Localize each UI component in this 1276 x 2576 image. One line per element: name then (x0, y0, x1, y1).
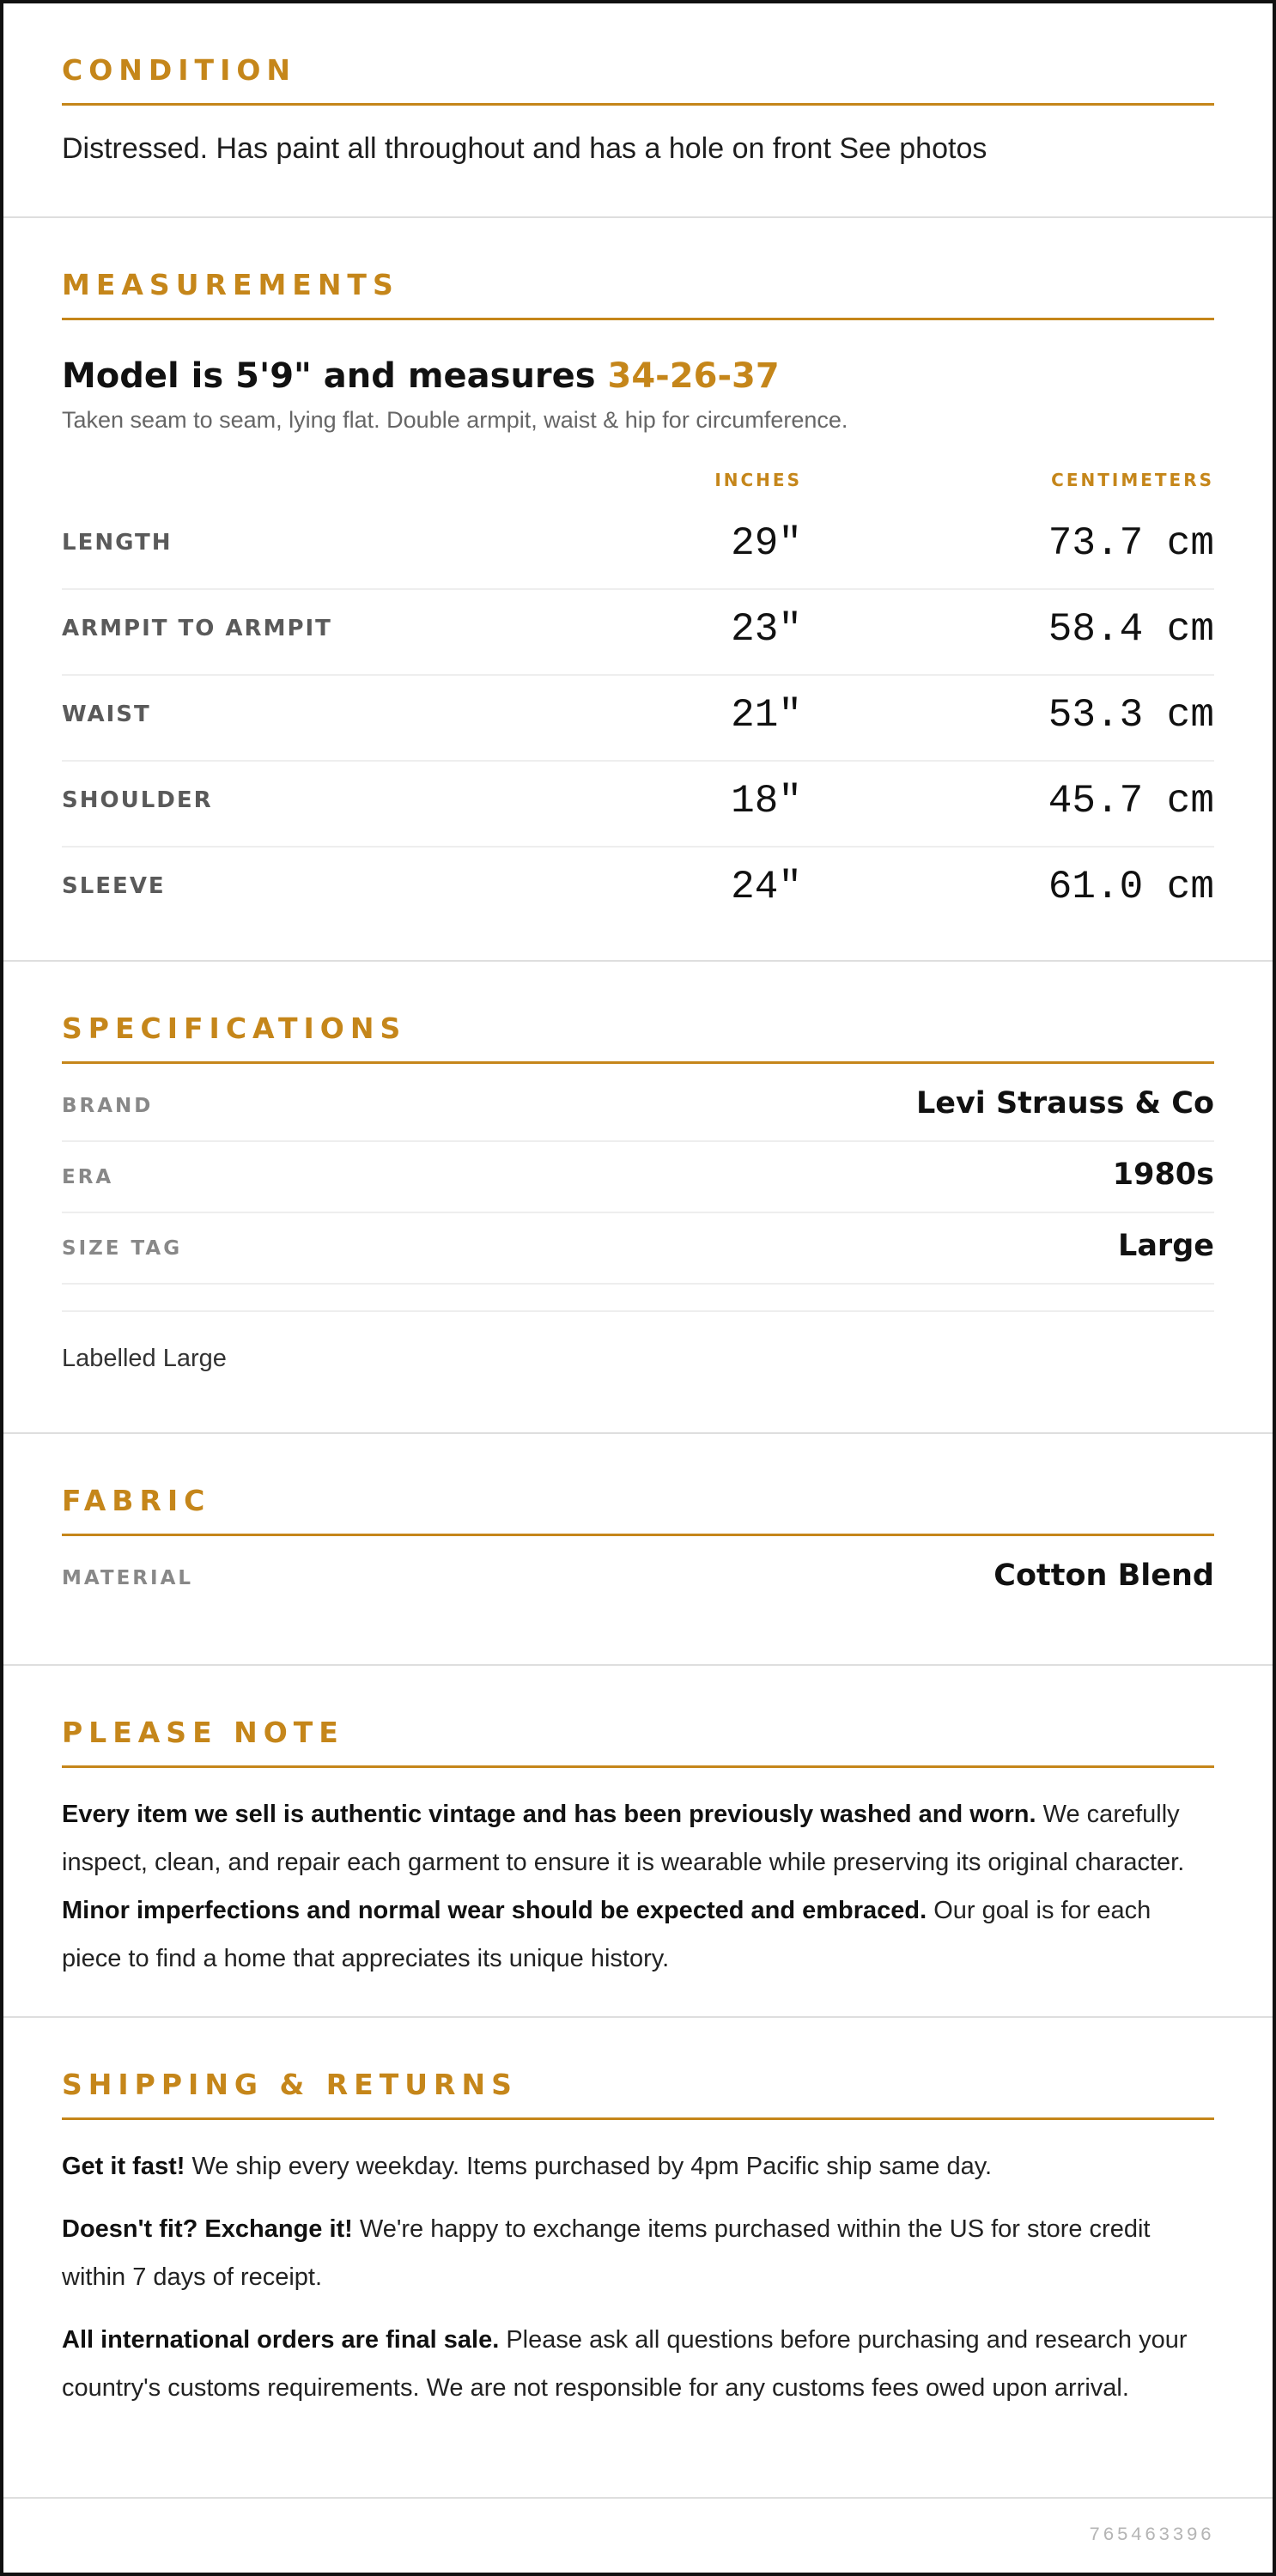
please-note-bold-1: Every item we sell is authentic vintage and has been previously washed and worn. (62, 1801, 1036, 1828)
specifications-heading: SPECIFICATIONS (62, 1012, 1214, 1064)
spec-divider (62, 1285, 1214, 1312)
spec-row-size-tag (62, 1213, 1214, 1285)
shipping-paragraph-2 (62, 2205, 1214, 2301)
please-note-section (3, 1666, 1273, 2018)
measurement-cm: 58.4 cm (1048, 607, 1214, 652)
measurement-inches: 21" (731, 693, 802, 738)
spec-label: SIZE TAG (62, 1237, 183, 1260)
measurements-section (3, 218, 1273, 962)
measurements-heading: MEASUREMENTS (62, 268, 1214, 320)
measurement-inches: 24" (731, 865, 802, 909)
measurement-inches: 18" (731, 779, 802, 823)
spec-label: BRAND (62, 1095, 154, 1117)
please-note-text-2: Our goal is for each piece to find a home that appreciates its unique history. (62, 1897, 1151, 1972)
measurement-label: WAIST (62, 702, 151, 727)
shipping-text-1: We ship every weekday. Items purchased by 4pm Pacific ship same day. (185, 2153, 993, 2180)
measurement-cm: 53.3 cm (1048, 693, 1214, 738)
measurement-column-headers (62, 470, 1214, 504)
fabric-label: MATERIAL (62, 1567, 194, 1589)
please-note-heading: PLEASE NOTE (62, 1716, 1214, 1768)
fabric-value: Cotton Blend (993, 1558, 1214, 1593)
spec-row-era (62, 1142, 1214, 1213)
condition-heading: CONDITION (62, 53, 1214, 106)
measurement-label: ARMPIT TO ARMPIT (62, 616, 332, 641)
please-note-bold-2: Minor imperfections and normal wear should be expected and embraced. (62, 1897, 927, 1924)
model-measures-value: 34-26-37 (607, 356, 780, 396)
measurement-note: Taken seam to seam, lying flat. Double armpit, waist & hip for circumference. (62, 407, 848, 433)
measurement-label: SLEEVE (62, 873, 166, 899)
spec-value: 1980s (1112, 1157, 1214, 1192)
measurement-cm: 73.7 cm (1048, 521, 1214, 566)
measurement-cm: 45.7 cm (1048, 779, 1214, 823)
spec-value: Levi Strauss & Co (915, 1086, 1214, 1121)
measurement-row-waist (62, 676, 1214, 762)
fabric-row-material (62, 1543, 1214, 1613)
shipping-paragraph-3 (62, 2316, 1214, 2412)
shipping-text-2: We're happy to exchange items purchased within the US for store credit within 7 days of receipt. (62, 2215, 1151, 2291)
measurement-row-sleeve (62, 848, 1214, 932)
measurement-cm: 61.0 cm (1048, 865, 1214, 909)
measurement-row-shoulder (62, 762, 1214, 848)
shipping-text-3: Please ask all questions before purchasing and research your country's customs requirements. We are not responsible for any customs fees owed upon arrival. (62, 2326, 1188, 2402)
inches-column-header: INCHES (714, 470, 802, 490)
shipping-paragraph-1 (62, 2142, 1214, 2190)
spec-value: Large (1118, 1229, 1214, 1263)
condition-section (3, 3, 1273, 218)
measurement-label: SHOULDER (62, 787, 213, 813)
fabric-section (3, 1434, 1273, 1666)
shipping-section (3, 2018, 1273, 2499)
model-prefix: Model is 5'9" and measures (62, 356, 608, 396)
measurement-label: LENGTH (62, 530, 173, 556)
please-note-text (62, 1790, 1214, 1983)
shipping-bold-3: All international orders are final sale. (62, 2326, 500, 2354)
centimeters-column-header: CENTIMETERS (1051, 470, 1214, 490)
fabric-heading: FABRIC (62, 1484, 1214, 1536)
please-note-text-1: We carefully inspect, clean, and repair each garment to ensure it is wearable while preserving its original character. (62, 1801, 1185, 1876)
measurement-row-armpit (62, 590, 1214, 676)
product-id: 765463396 (1089, 2524, 1214, 2546)
shipping-bold-1: Get it fast! (62, 2153, 185, 2180)
model-measurements (62, 355, 1214, 398)
condition-text: Distressed. Has paint all throughout and has a hole on front See photos (62, 132, 987, 165)
measurement-inches: 23" (731, 607, 802, 652)
spec-label: ERA (62, 1166, 114, 1188)
specifications-section (3, 962, 1273, 1434)
spec-row-brand (62, 1071, 1214, 1142)
size-tag-note: Labelled Large (62, 1345, 227, 1372)
shipping-heading: SHIPPING & RETURNS (62, 2068, 1214, 2120)
shipping-bold-2: Doesn't fit? Exchange it! (62, 2215, 353, 2243)
measurement-row-length (62, 504, 1214, 590)
measurement-inches: 29" (731, 521, 802, 566)
